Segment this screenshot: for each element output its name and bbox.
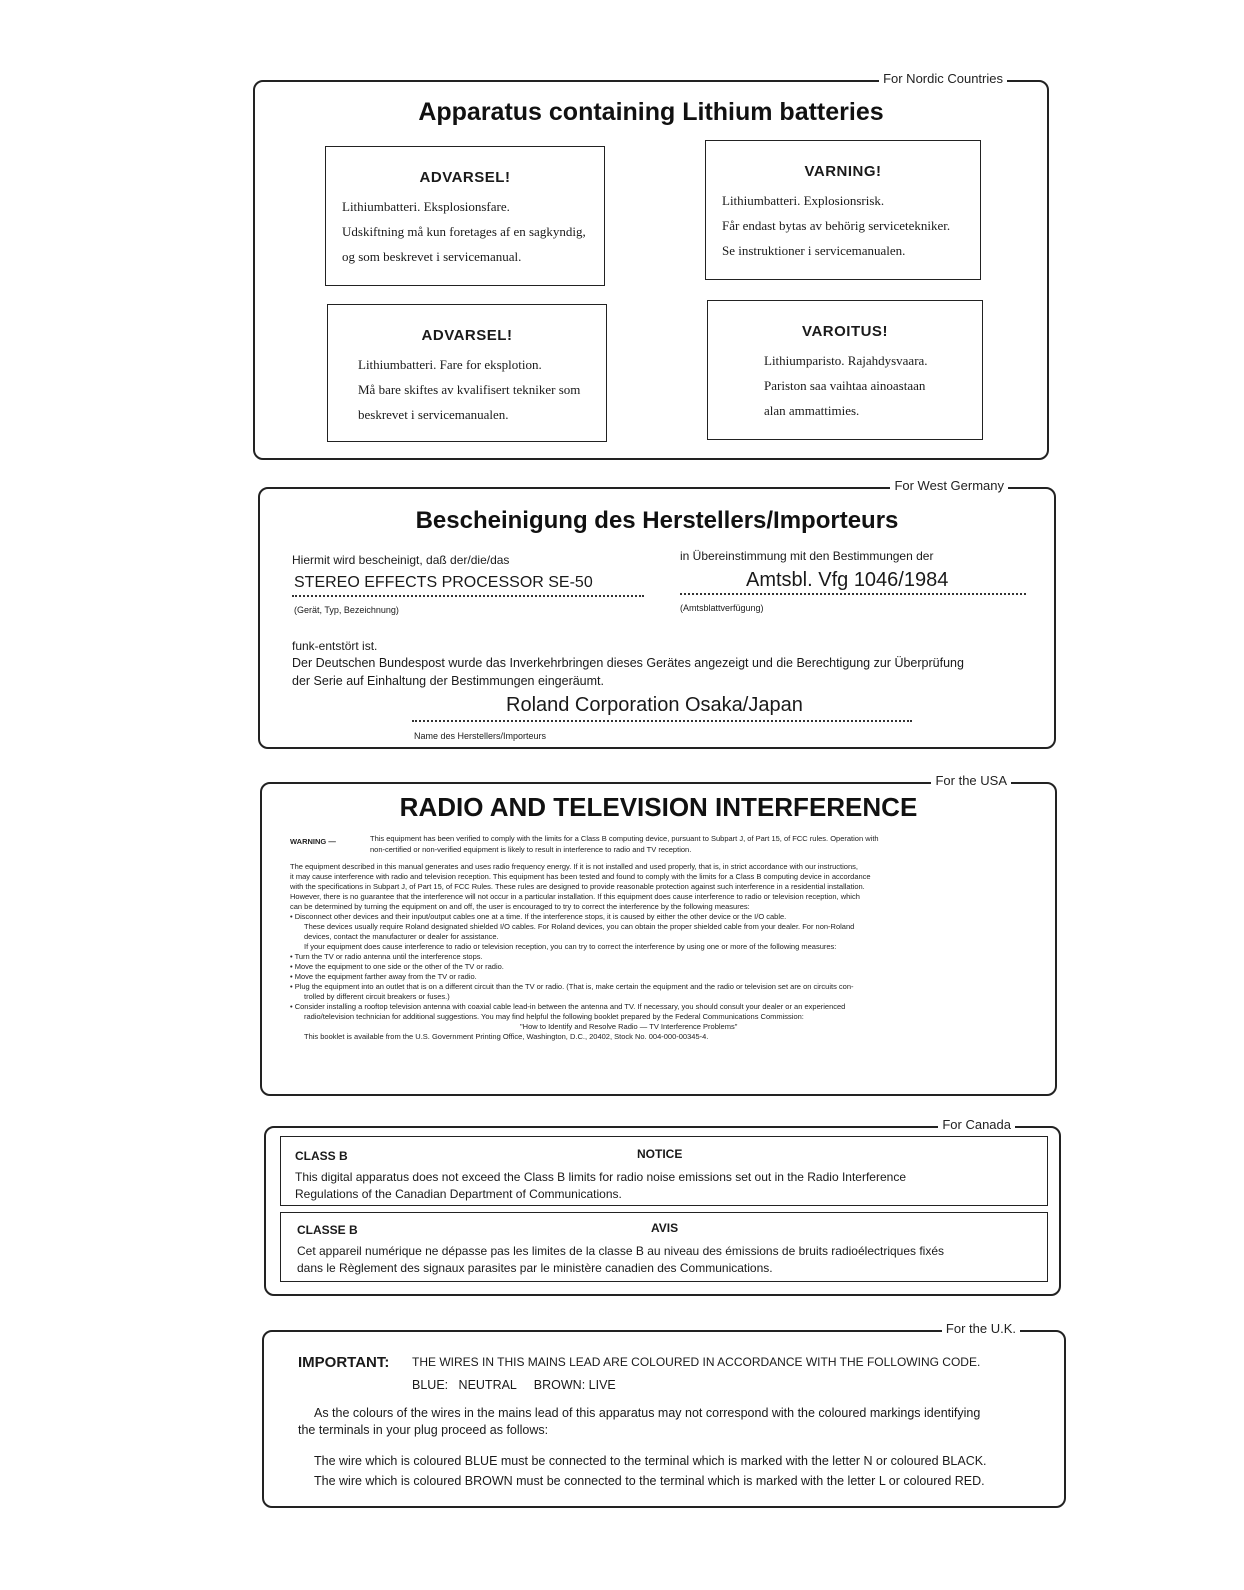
canada-notice-line: Regulations of the Canadian Department of Communications. <box>295 1187 622 1201</box>
canada-class-label: CLASS B <box>295 1149 348 1163</box>
germany-device-name: STEREO EFFECTS PROCESSOR SE-50 <box>294 574 593 591</box>
uk-code-line: THE WIRES IN THIS MAINS LEAD ARE COLOURED IN ACCORDANCE WITH THE FOLLOWING CODE. <box>412 1355 981 1369</box>
canada-notice-fr <box>280 1212 1048 1282</box>
warning-box-title: VARNING! <box>804 163 882 180</box>
fcc-tail-line: radio/television technician for additional suggestions. You may find helpful the following booklet prepared by the Federal Communications Commission: <box>304 1012 804 1021</box>
uk-region-label: For the U.K. <box>942 1321 1020 1336</box>
uk-rule-line: The wire which is coloured BROWN must be connected to the terminal which is marked with the letter L or coloured RED. <box>314 1474 985 1488</box>
fcc-body-line: it may cause interference with radio and television reception. This equipment has been tested and found to comply with the limits for a Class B computing device in accordance <box>290 872 871 881</box>
canada-notice-heading: NOTICE <box>637 1147 683 1161</box>
dotted-line <box>412 720 912 722</box>
dotted-line <box>292 595 644 597</box>
canada-avis-line: Cet appareil numérique ne dépasse pas les limites de la classe B au niveau des émissions de bruits radioélectriques fixés <box>297 1244 945 1258</box>
uk-colour-code: BLUE: NEUTRAL BROWN: LIVE <box>412 1378 616 1392</box>
fcc-indented-line: devices, contact the manufacturer or dealer for assistance. <box>304 932 499 941</box>
fcc-cont-line: trolled by different circuit breakers or fuses.) <box>304 992 450 1001</box>
germany-amtsblatt: Amtsbl. Vfg 1046/1984 <box>746 569 949 591</box>
warning-box-title: ADVARSEL! <box>419 169 511 186</box>
warning-box-line: og som beskrevet i servicemanual. <box>342 249 522 264</box>
usa-section <box>260 773 1057 1096</box>
germany-body-line: Der Deutschen Bundespost wurde das Inverkehrbringen dieses Gerätes angezeigt und die Berechtigung zur Überprüfung <box>292 656 964 670</box>
warning-box-line: Lithiumparisto. Rajahdysvaara. <box>764 353 928 368</box>
fcc-indented-line: These devices usually require Roland designated shielded I/O cables. For Roland devices, you can obtain the proper shielded cable from your dealer. For non-Roland <box>304 922 855 931</box>
fcc-indented-line: If your equipment does cause interference to radio or television reception, you can try to correct the interference by using one or more of the following measures: <box>304 942 837 951</box>
warning-box-line: Får endast bytas av behörig servicetekniker. <box>722 218 951 233</box>
germany-manufacturer-caption: Name des Herstellers/Importeurs <box>414 731 547 741</box>
nordic-title: Apparatus containing Lithium batteries <box>418 98 884 126</box>
uk-paragraph-line: the terminals in your plug proceed as follows: <box>298 1423 549 1437</box>
fcc-body-line: However, there is no guarantee that the interference will not occur in a particular installation. If this equipment does cause interference to radio or television reception, which <box>290 892 860 901</box>
warning-box-title: VAROITUS! <box>802 323 888 340</box>
canada-class-label: CLASSE B <box>297 1223 358 1237</box>
germany-body-line: der Serie auf Einhaltung der Bestimmungen eingeräumt. <box>292 674 604 688</box>
fcc-bullet: • Plug the equipment into an outlet that is on a different circuit than the TV or radio. (That is, make certain the equipment and the radio or television set are on circuits con- <box>290 982 854 992</box>
canada-region-label: For Canada <box>938 1117 1015 1132</box>
germany-intro-left: Hiermit wird bescheinigt, daß der/die/das <box>292 553 510 567</box>
warning-box-line: Udskiftning må kun foretages af en sagkyndig, <box>342 224 586 239</box>
warning-box-line: Lithiumbatteri. Eksplosionsfare. <box>342 199 510 214</box>
uk-important-label: IMPORTANT: <box>298 1354 390 1371</box>
canada-avis-line: dans le Règlement des signaux parasites par le ministère canadien des Communications. <box>297 1261 773 1275</box>
germany-amtsblatt-caption: (Amtsblattverfügung) <box>680 603 764 613</box>
uk-rule-line: The wire which is coloured BLUE must be connected to the terminal which is marked with the letter N or coloured BLACK. <box>314 1454 987 1468</box>
warning-box-line: Må bare skiftes av kvalifisert tekniker som <box>358 382 581 397</box>
warning-box-danish <box>325 146 605 286</box>
canada-section <box>264 1117 1061 1296</box>
nordic-section <box>253 71 1049 460</box>
fcc-bullet: • Disconnect other devices and their input/output cables one at a time. If the interference stops, it is caused by either the other device or the I/O cable. <box>290 912 786 922</box>
fcc-warning-line: non-certified or non-verified equipment is likely to result in interference to radio and TV reception. <box>370 845 692 854</box>
germany-title: Bescheinigung des Herstellers/Importeurs <box>415 507 899 534</box>
warning-box-line: beskrevet i servicemanualen. <box>358 407 509 422</box>
warning-box-line: Se instruktioner i servicemanualen. <box>722 243 906 258</box>
warning-box-norwegian <box>327 304 607 442</box>
fcc-tail-line: "How to Identify and Resolve Radio — TV Interference Problems" <box>520 1022 738 1031</box>
canada-notice-line: This digital apparatus does not exceed the Class B limits for radio noise emissions set out in the Radio Interference <box>295 1170 906 1184</box>
warning-box-finnish <box>707 300 983 440</box>
germany-section <box>258 478 1056 749</box>
fcc-body-line: can be determined by turning the equipment on and off, the user is encouraged to try to correct the interference by the following measures: <box>290 902 750 911</box>
warning-box-title: ADVARSEL! <box>421 327 513 344</box>
fcc-body-line: The equipment described in this manual generates and uses radio frequency energy. If it is not installed and used properly, that is, in strict accordance with our instructions, <box>290 862 858 871</box>
warning-box-line: Pariston saa vaihtaa ainoastaan <box>764 378 926 393</box>
fcc-tail-line: This booklet is available from the U.S. Government Printing Office, Washington, D.C., 20402, Stock No. 004-000-00345-4. <box>304 1032 709 1041</box>
germany-device-caption: (Gerät, Typ, Bezeichnung) <box>294 605 399 615</box>
germany-region-label: For West Germany <box>890 478 1008 493</box>
uk-paragraph-line: As the colours of the wires in the mains lead of this apparatus may not correspond with the coloured markings identifying <box>314 1406 981 1420</box>
canada-notice-en <box>280 1136 1048 1206</box>
fcc-bullet: • Consider installing a rooftop television antenna with coaxial cable lead-in between the antenna and TV. If necessary, you should consult your dealer or an experienced <box>290 1002 845 1012</box>
usa-region-label: For the USA <box>931 773 1011 788</box>
germany-manufacturer: Roland Corporation Osaka/Japan <box>506 694 803 716</box>
fcc-bullet: • Move the equipment farther away from the TV or radio. <box>290 972 477 982</box>
fcc-bullet: • Move the equipment to one side or the other of the TV or radio. <box>290 962 504 972</box>
fcc-bullet: • Turn the TV or radio antenna until the interference stops. <box>290 952 483 962</box>
fcc-warning-label: WARNING — <box>290 837 336 846</box>
canada-avis-heading: AVIS <box>651 1221 679 1235</box>
nordic-region-label: For Nordic Countries <box>879 71 1007 86</box>
dotted-line <box>680 593 1026 595</box>
germany-intro-right: in Übereinstimmung mit den Bestimmungen der <box>680 549 934 563</box>
usa-title: RADIO AND TELEVISION INTERFERENCE <box>399 792 918 822</box>
germany-funk-text: funk-entstört ist. <box>292 639 378 653</box>
warning-box-line: Lithiumbatteri. Fare for eksplotion. <box>358 357 542 372</box>
uk-section <box>262 1321 1066 1508</box>
fcc-warning-line: This equipment has been verified to comply with the limits for a Class B computing device, pursuant to Subpart J, of Part 15, of FCC rules. Operation with <box>370 834 879 843</box>
warning-box-swedish <box>705 140 981 280</box>
fcc-body-line: with the specifications in Subpart J, of Part 15, of FCC Rules. These rules are designed to provide reasonable protection against such interference in a residential installation. <box>290 882 865 891</box>
warning-box-line: Lithiumbatteri. Explosionsrisk. <box>722 193 885 208</box>
warning-box-line: alan ammattimies. <box>764 403 860 418</box>
